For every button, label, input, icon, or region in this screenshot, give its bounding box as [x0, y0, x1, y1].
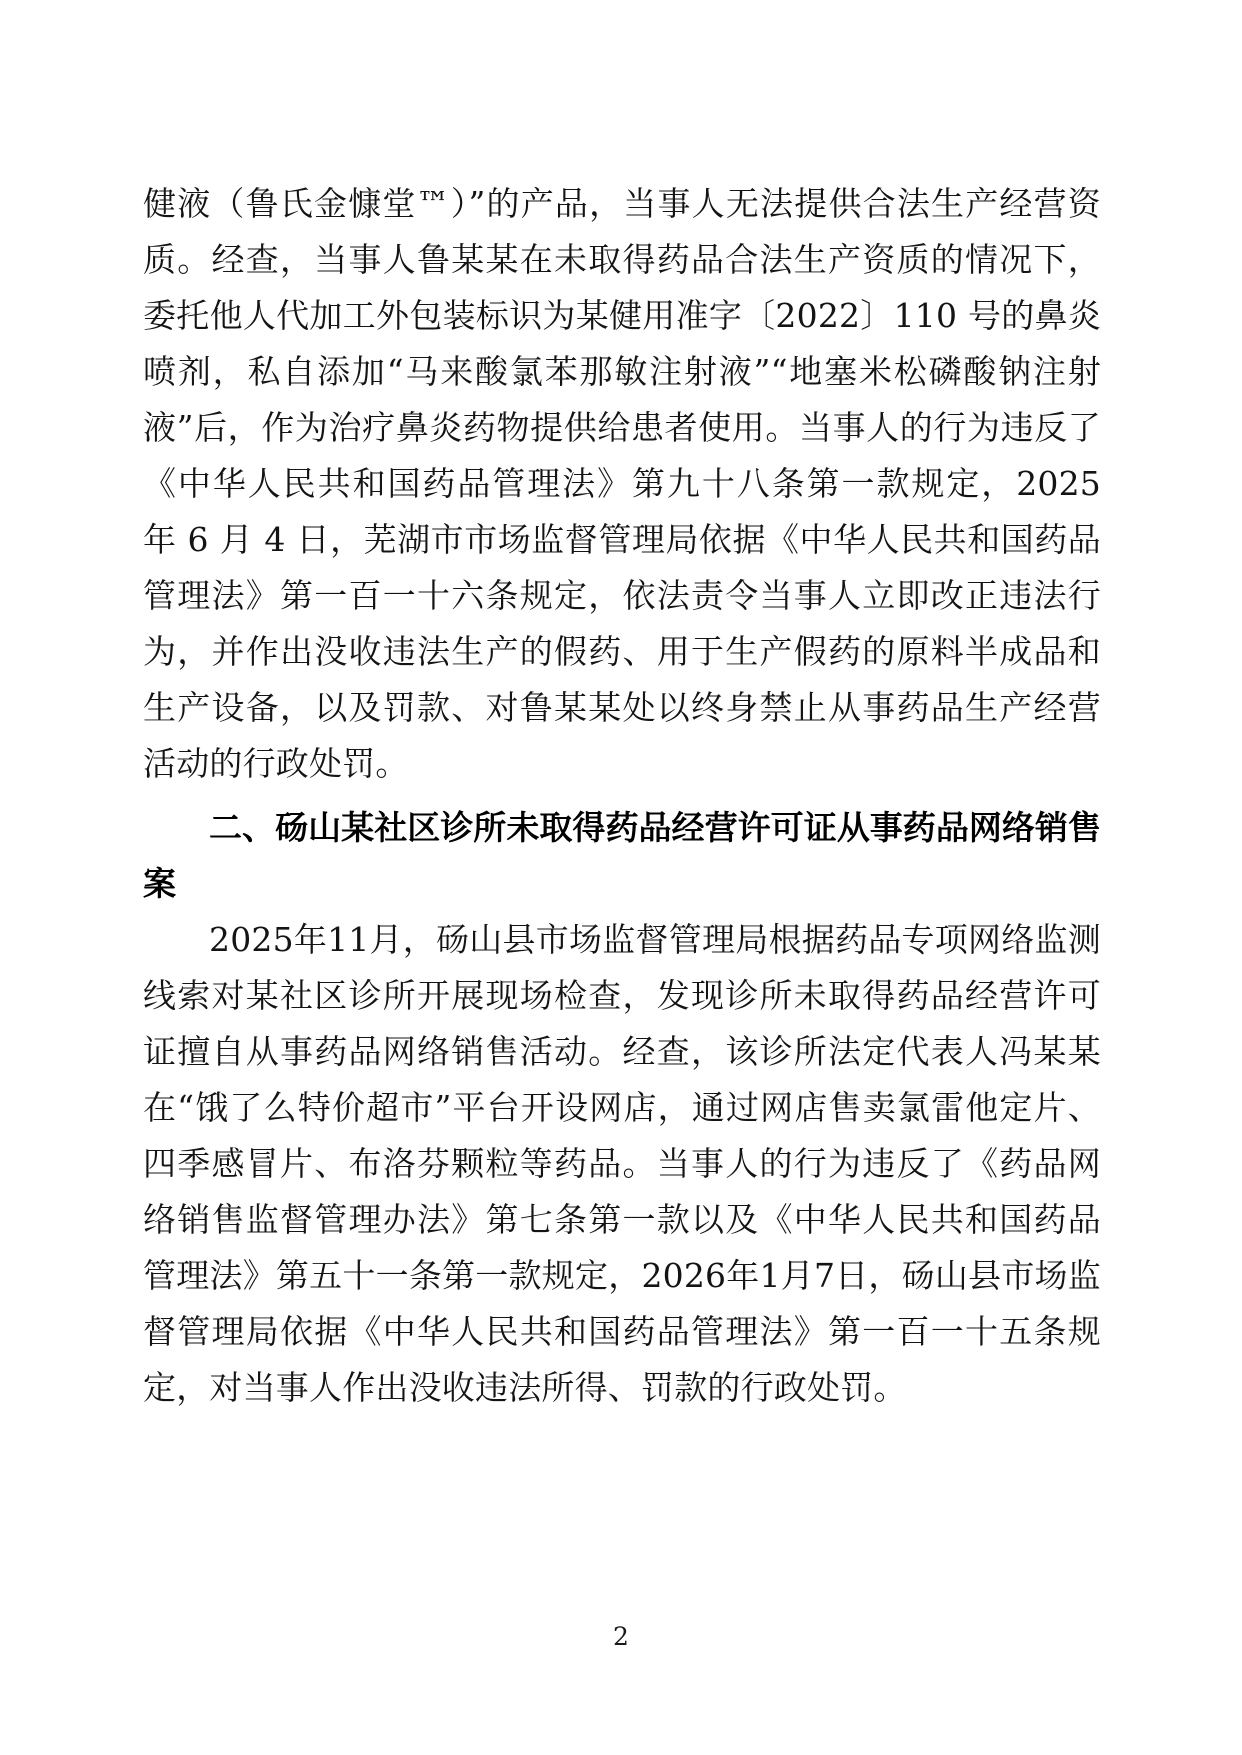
- paragraph-spacer: [143, 792, 1101, 800]
- page-footer: [0, 1622, 1242, 1652]
- paragraph-continued-case-one: 健液（鲁氏金慷堂™）”的产品，当事人无法提供合法生产经营资质。经查，当事人鲁某某在未取得药品合法生产资质的情况下，委托他人代加工外包装标识为某健用准字〔2022〕110 号的鼻炎喷剂，私自添加“马来酸氯苯那敏注射液”“地塞米松磷酸钠注射液”后，作为治疗鼻炎药物提供给患者使用。当事人的行为违反了《中华人民共和国药品管理法》第九十八条第一款规定，2025 年 6 月 4 日，芜湖市市场监督管理局依据《中华人民共和国药品管理法》第一百一十六条规定，依法责令当事人立即改正违法行为，并作出没收违法生产的假药、用于生产假药的原料半成品和生产设备，以及罚款、对鲁某某处以终身禁止从事药品生产经营活动的行政处罚。: [143, 184, 1101, 783]
- paragraph-case-two-body: 2025年11月，砀山县市场监督管理局根据药品专项网络监测线索对某社区诊所开展现场检查，发现诊所未取得药品经营许可证擅自从事药品网络销售活动。经查，该诊所法定代表人冯某某在“饿了么特价超市”平台开设网店，通过网店售卖氯雷他定片、四季感冒片、布洛芬颗粒等药品。当事人的行为违反了《药品网络销售监督管理办法》第七条第一款以及《中华人民共和国药品管理法》第五十一条第一款规定，2026年1月7日，砀山县市场监督管理局依据《中华人民共和国药品管理法》第一百一十五条规定，对当事人作出没收违法所得、罚款的行政处罚。: [143, 920, 1101, 1407]
- page-number: 2: [613, 1622, 629, 1651]
- section-heading-case-two: 二、砀山某社区诊所未取得药品经营许可证从事药品网络销售案: [143, 808, 1101, 903]
- document-content: [143, 176, 1101, 1416]
